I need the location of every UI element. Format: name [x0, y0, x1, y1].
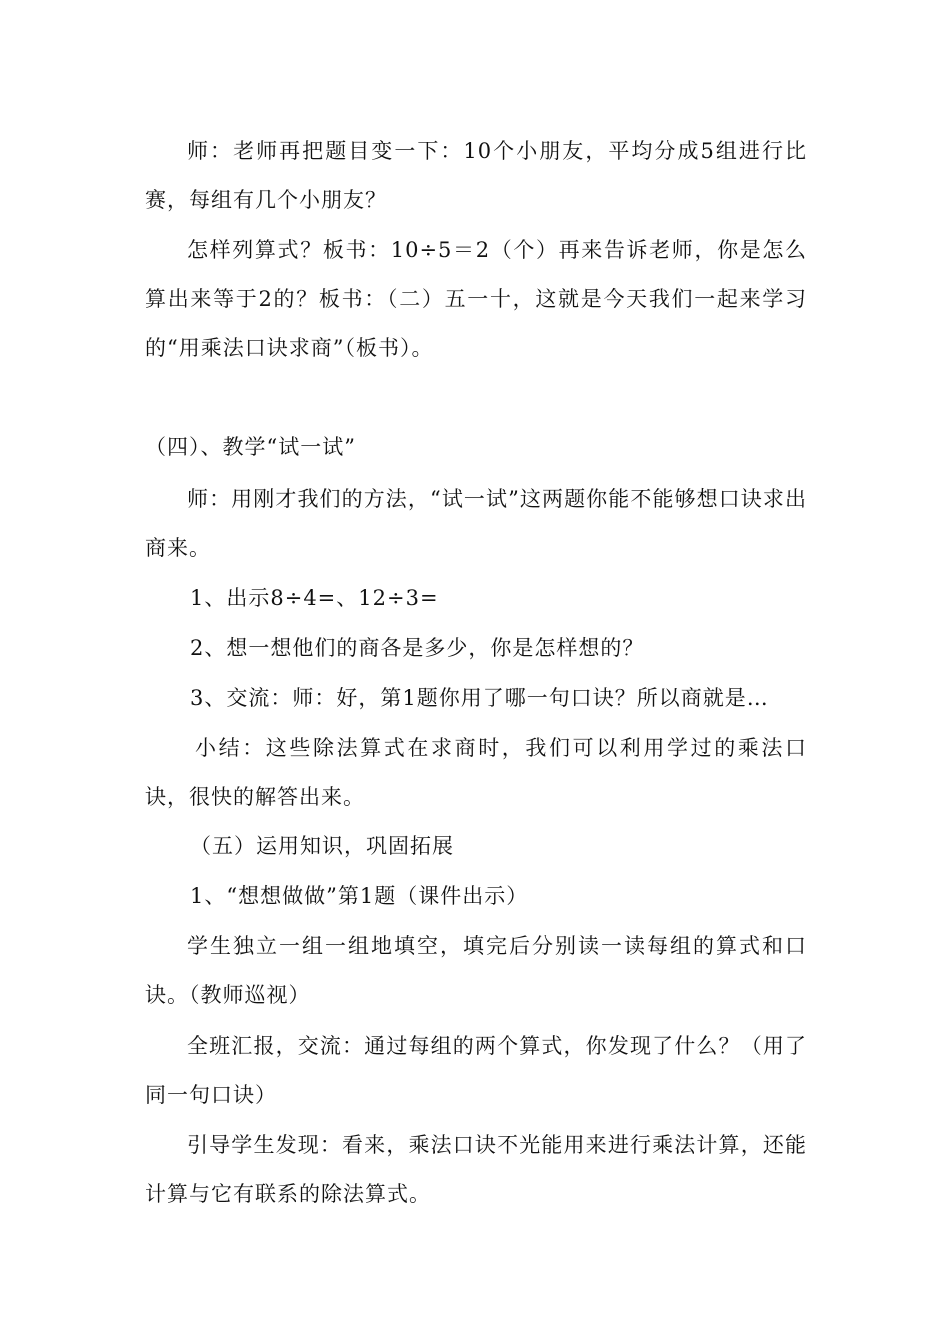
list-item-3: 3、交流：师：好，第1题你用了哪一句口诀？所以商就是… [190, 686, 769, 710]
paragraph-guide-discovery: 引导学生发现：看来，乘法口诀不光能用来进行乘法计算，还能计算与它有联系的除法算式。 [145, 1133, 807, 1206]
paragraph-formula-board: 怎样列算式？板书：10÷5＝2（个）再来告诉老师，你是怎么算出来等于2的？板书：（二）五一十，这就是今天我们一起来学习的“用乘法口诀求商”（板书）。 [145, 238, 807, 360]
list-item-2: 2、想一想他们的商各是多少，你是怎样想的？ [190, 636, 645, 660]
paragraph-try-method: 师：用刚才我们的方法，“试一试”这两题你能不能够想口诀求出商来。 [145, 487, 807, 560]
section-heading-five: （五）运用知识，巩固拓展 [190, 834, 454, 858]
paragraph-class-report: 全班汇报，交流：通过每组的两个算式，你发现了什么？（用了同一句口诀） [145, 1034, 807, 1107]
list-item-1: 1、出示8÷4=、12÷3= [190, 586, 439, 610]
paragraph-teacher-question: 师：老师再把题目变一下：10个小朋友，平均分成5组进行比赛，每组有几个小朋友？ [145, 139, 807, 212]
section-heading-four: （四）、教学“试一试” [145, 435, 356, 459]
paragraph-fill-blanks: 学生独立一组一组地填空，填完后分别读一读每组的算式和口诀。（教师巡视） [145, 934, 807, 1007]
list-item-exercise: 1、“想想做做”第1题（课件出示） [190, 884, 529, 908]
paragraph-summary: 小结：这些除法算式在求商时，我们可以利用学过的乘法口诀，很快的解答出来。 [145, 736, 807, 809]
